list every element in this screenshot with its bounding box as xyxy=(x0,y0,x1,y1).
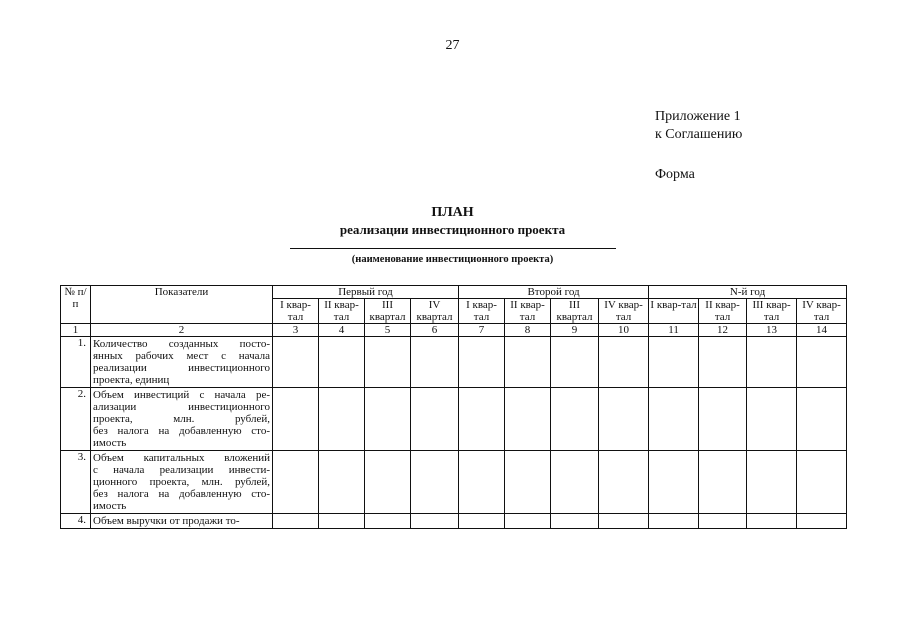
row-number: 3. xyxy=(61,451,91,514)
column-number: 2 xyxy=(91,324,273,337)
value-cell[interactable] xyxy=(551,451,599,514)
indicator-line: Объем выручки от продажи то- xyxy=(93,515,240,527)
row-indicator xyxy=(91,451,273,514)
value-cell[interactable] xyxy=(551,337,599,388)
value-cell[interactable] xyxy=(273,451,319,514)
row-number: 1. xyxy=(61,337,91,388)
value-cell[interactable] xyxy=(551,388,599,451)
project-name-caption: (наименование инвестиционного проекта) xyxy=(351,254,554,265)
column-number: 10 xyxy=(599,324,649,337)
table-row xyxy=(61,451,847,514)
value-cell[interactable] xyxy=(273,514,319,529)
document-title: ПЛАН xyxy=(431,205,474,220)
value-cell[interactable] xyxy=(747,514,797,529)
indicator-line: с начала реализации инвести- xyxy=(93,464,270,476)
indicator-line: проекта, единиц xyxy=(93,374,170,386)
quarter-header: IV квар-тал xyxy=(797,299,847,324)
quarter-header: I квар-тал xyxy=(459,299,505,324)
indicator-line: янных рабочих мест с начала xyxy=(93,350,270,362)
indicator-line: ционного проекта, млн. рублей, xyxy=(93,476,270,488)
page-number: 27 xyxy=(445,38,460,53)
value-cell[interactable] xyxy=(365,337,411,388)
column-number-row xyxy=(61,324,847,337)
annex-title: Приложение 1 xyxy=(655,109,741,124)
value-cell[interactable] xyxy=(319,337,365,388)
value-cell[interactable] xyxy=(365,514,411,529)
value-cell[interactable] xyxy=(365,451,411,514)
document-subtitle: реализации инвестиционного проекта xyxy=(339,222,566,237)
row-number: 2. xyxy=(61,388,91,451)
value-cell[interactable] xyxy=(599,514,649,529)
indicator-line: Объем капитальных вложений xyxy=(93,452,270,464)
column-number: 1 xyxy=(61,324,91,337)
value-cell[interactable] xyxy=(599,451,649,514)
value-cell[interactable] xyxy=(505,514,551,529)
annex-reference: к Соглашению xyxy=(655,127,743,142)
row-indicator xyxy=(91,514,273,529)
value-cell[interactable] xyxy=(411,451,459,514)
value-cell[interactable] xyxy=(649,514,699,529)
column-number: 13 xyxy=(747,324,797,337)
value-cell[interactable] xyxy=(411,514,459,529)
value-cell[interactable] xyxy=(797,337,847,388)
value-cell[interactable] xyxy=(797,451,847,514)
quarter-header: II квар-тал xyxy=(699,299,747,324)
row-indicator xyxy=(91,337,273,388)
value-cell[interactable] xyxy=(505,388,551,451)
value-cell[interactable] xyxy=(505,451,551,514)
value-cell[interactable] xyxy=(649,451,699,514)
value-cell[interactable] xyxy=(699,388,747,451)
indicator-line: реализации инвестиционного xyxy=(93,362,270,374)
value-cell[interactable] xyxy=(319,451,365,514)
column-number: 7 xyxy=(459,324,505,337)
column-number: 8 xyxy=(505,324,551,337)
table-row xyxy=(61,337,847,388)
indicator-line: проекта, млн. рублей, xyxy=(93,413,270,425)
quarter-header: II квар-тал xyxy=(319,299,365,324)
indicator-line: имость xyxy=(93,437,127,449)
value-cell[interactable] xyxy=(699,514,747,529)
column-number: 5 xyxy=(365,324,411,337)
value-cell[interactable] xyxy=(411,337,459,388)
column-number: 3 xyxy=(273,324,319,337)
indicator-line: без налога на добавленную сто- xyxy=(93,425,270,437)
quarter-header: III квар-тал xyxy=(747,299,797,324)
indicator-line: Количество созданных посто- xyxy=(93,338,270,350)
annex-block xyxy=(655,108,742,184)
header-number: № п/п xyxy=(61,286,91,324)
value-cell[interactable] xyxy=(365,388,411,451)
indicator-line: Объем инвестиций с начала ре- xyxy=(93,389,270,401)
value-cell[interactable] xyxy=(459,337,505,388)
value-cell[interactable] xyxy=(797,388,847,451)
row-number: 4. xyxy=(61,514,91,529)
header-year-n: N-й год xyxy=(649,286,847,299)
value-cell[interactable] xyxy=(459,451,505,514)
value-cell[interactable] xyxy=(747,451,797,514)
table-header-row xyxy=(61,286,847,299)
project-name-fill-line xyxy=(290,248,616,249)
plan-table xyxy=(60,285,847,529)
value-cell[interactable] xyxy=(649,388,699,451)
value-cell[interactable] xyxy=(699,337,747,388)
header-indicators: Показатели xyxy=(91,286,273,324)
quarter-header: II квар-тал xyxy=(505,299,551,324)
value-cell[interactable] xyxy=(411,388,459,451)
column-number: 9 xyxy=(551,324,599,337)
value-cell[interactable] xyxy=(747,337,797,388)
quarter-header: I квар-тал xyxy=(273,299,319,324)
indicator-line: без налога на добавленную сто- xyxy=(93,488,270,500)
value-cell[interactable] xyxy=(699,451,747,514)
quarter-header: III квартал xyxy=(365,299,411,324)
value-cell[interactable] xyxy=(649,337,699,388)
quarter-header: IV квартал xyxy=(411,299,459,324)
column-number: 12 xyxy=(699,324,747,337)
row-indicator xyxy=(91,388,273,451)
document-title-block xyxy=(0,204,905,265)
indicator-line: ализации инвестиционного xyxy=(93,401,270,413)
column-number: 14 xyxy=(797,324,847,337)
value-cell[interactable] xyxy=(459,514,505,529)
value-cell[interactable] xyxy=(273,337,319,388)
form-label: Форма xyxy=(655,167,695,182)
table-body xyxy=(61,337,847,529)
value-cell[interactable] xyxy=(459,388,505,451)
quarter-header: IV квар-тал xyxy=(599,299,649,324)
table-row xyxy=(61,514,847,529)
indicator-line: имость xyxy=(93,500,127,512)
header-year-1: Первый год xyxy=(273,286,459,299)
column-number: 4 xyxy=(319,324,365,337)
header-year-2: Второй год xyxy=(459,286,649,299)
value-cell[interactable] xyxy=(747,388,797,451)
quarter-header: I квар-тал xyxy=(649,299,699,324)
column-number: 11 xyxy=(649,324,699,337)
value-cell[interactable] xyxy=(319,514,365,529)
column-number: 6 xyxy=(411,324,459,337)
value-cell[interactable] xyxy=(319,388,365,451)
value-cell[interactable] xyxy=(599,388,649,451)
table-row xyxy=(61,388,847,451)
value-cell[interactable] xyxy=(273,388,319,451)
value-cell[interactable] xyxy=(551,514,599,529)
value-cell[interactable] xyxy=(797,514,847,529)
quarter-header: III квартал xyxy=(551,299,599,324)
value-cell[interactable] xyxy=(599,337,649,388)
value-cell[interactable] xyxy=(505,337,551,388)
